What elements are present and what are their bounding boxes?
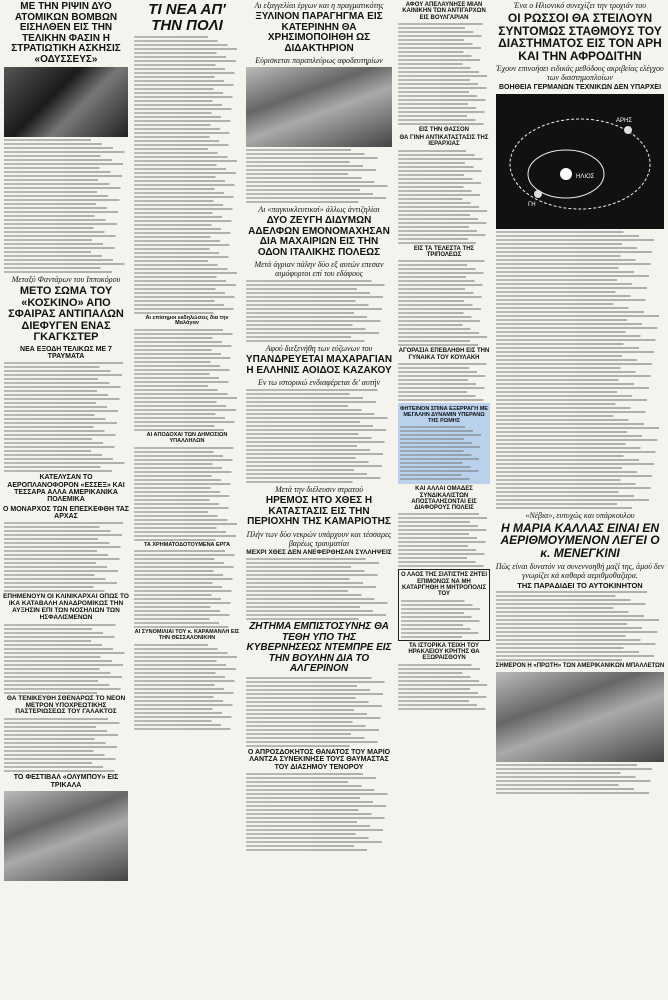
headline-monarch: Ο ΜΟΝΑΡΧΟΣ ΤΩΝ ΕΠΕΣΚΕΦΘΗ ΤΑΣ ΑΡΧΑΣ xyxy=(3,505,129,521)
headline-thasos: ΕΙΣ ΤΗΝ ΘΑΣΣΟΝ xyxy=(419,126,469,133)
headline-siatista: Ο ΛΑΟΣ ΤΗΣ ΣΙΑΤΙΣΤΗΣ ΖΗΤΕΙ ΕΠΙΜΟΝΩΣ ΝΑ ΜΗ ΚΑΤΑΡΓΗΘΗ Η ΜΗΤΡΟΠΟΛΙΣ ΤΟΥ xyxy=(400,572,488,598)
orbit-svg xyxy=(496,94,664,229)
article-text xyxy=(399,600,489,638)
article-text xyxy=(2,718,130,772)
headline-ballet: ΣΗΜΕΡΟΝ Η «ΠΡΩΤΗ» ΤΩΝ ΑΜΕΡΙΚΑΝΙΚΩΝ ΜΠΑΛΛΕΤΩΝ xyxy=(495,663,665,670)
headline-atomic-bombs: ΜΕ ΤΗΝ ΡΙΨΙΝ ΔΥΟ ΑΤΟΜΙΚΩΝ ΒΟΜΒΩΝ ΕΙΣΗΛΘΕΝ ΕΙΣ ΤΗΝ ΤΕΛΙΚΗΝ ΦΑΣΙΝ Η ΣΤΡΑΤΙΩΤΙΚΗ ΑΣΚΗΣΙΣ «ΟΔΥΣΣΕΥΣ» xyxy=(11,1,121,65)
article-text xyxy=(132,36,242,314)
sun-icon xyxy=(560,168,572,180)
headline-koulakis: ΑΓΟΡΑΣΙΑ ΕΠΕΒΛΗΘΗ ΕΙΣ ΤΗΝ ΓΥΝΑΙΚΑ ΤΟΥ ΚΟΥΛΑΚΗ xyxy=(398,348,490,361)
subhead-space-stations: Έχουν επινοήσει ειδικάς μεθόδους ακριβείας ελέγχου των διαστημοπλοίων xyxy=(496,64,664,83)
orbit-diagram xyxy=(496,94,664,229)
headline-essex: ΚΑΤΕΛΥΣΑΝ ΤΟ ΑΕΡΟΠΛΑΝΟΦΟΡΟΝ «ΕΣΣΕΞ» ΚΑΙ ΤΕΣΣΑΡΑ ΑΛΛΑ ΑΜΕΡΙΚΑΝΙΚΑ ΠΟΛΕΜΙΚΑ xyxy=(7,474,125,504)
kicker-gangster: Μεταξύ Φαντάρων του Ιπποκόρου xyxy=(11,275,121,284)
headline-unionists: ΚΑΙ ΑΛΛΑΙ ΟΜΑΔΕΣ ΣΥΝΔΙΚΑΛΙΣΤΩΝ ΑΠΟΣΤΑΛΗΣΟΝΤΑΙ ΕΙΣ ΔΙΑΦΟΡΟΥΣ ΠΟΛΕΙΣ xyxy=(411,486,477,512)
photo-building xyxy=(246,67,392,147)
headline-malaga: Αι επίσημοι εκδηλώσεις δια την Μαλάγαν xyxy=(145,314,229,327)
kicker-kazakou: Αφού διεξενήθη των εύζωνων του xyxy=(265,344,373,353)
photo-ballet xyxy=(496,672,664,762)
article-text xyxy=(396,664,492,710)
mars-icon xyxy=(624,126,632,134)
headline-wounds: ΝΕΑ ΕΞΟΔΗ ΤΕΛΙΚΩΣ ΜΕ 7 ΤΡΑΥΜΑΤΑ xyxy=(20,345,112,361)
headline-lanza: Ο ΑΠΡΟΣΔΟΚΗΤΟΣ ΘΑΝΑΤΟΣ ΤΟΥ ΜΑΡΙΟ ΛΑΝΤΖΑ ΣΥΝΕΚΙΝΗΣΕ ΤΟΥΣ ΘΑΥΜΑΣΤΑΣ ΤΟΥ ΔΙΑΣΗΜΟΥ ΤΕΝΟΡΟΥ xyxy=(247,748,391,771)
subhead-katerini: Εύρισκεται παραπλεύρως αφοδευτηρίων xyxy=(255,56,383,65)
headline-salaries: ΑΙ ΑΠΟΔΟΧΑΙ ΤΩΝ ΔΗΜΟΣΙΩΝ ΥΠΑΛΛΗΛΩΝ xyxy=(146,432,228,444)
article-text xyxy=(494,231,666,509)
headline-kazakou: ΥΠΑΝΔΡΕΥΕΤΑΙ ΜΑΧΑΡΑΓΙΑΝ Η ΕΛΛΗΝΙΣ ΑΟΙΔΟΣ ΚΑΖΑΚΟΥ xyxy=(245,354,393,376)
article-text xyxy=(396,23,492,125)
headline-news-from-city: ΤΙ ΝΕΑ ΑΠ' ΤΗΝ ΠΟΛΙ xyxy=(148,1,226,34)
article-text xyxy=(132,329,242,431)
article-text xyxy=(244,558,394,620)
article-text xyxy=(494,591,666,661)
article-text xyxy=(132,550,242,628)
boxed-article-siatista xyxy=(398,569,490,640)
headline-german-help: ΒΟΗΘΕΙΑ ΓΕΡΜΑΝΩΝ ΤΕΧΝΙΚΩΝ ΔΕΝ ΥΠΑΡΧΕΙ xyxy=(498,84,662,92)
photo-dancers xyxy=(4,791,128,881)
article-text xyxy=(244,677,394,747)
article-text xyxy=(396,513,492,567)
headline-bulgaria: ΑΦΟΥ ΑΠΕΛΑΥΝΗΣΕ ΜΙΑΝ ΚΑΙΝΙΚΗΝ ΤΩΝ ΑΝΤΙΓΑΡΧΩΝ ΕΙΣ ΒΟΥΛΓΑΡΙΑΝ xyxy=(402,2,486,21)
diagram-label-mars: ΑΡΗΣ xyxy=(616,117,633,124)
headline-heraklion: ΤΑ ΙΣΤΟΡΙΚΑ ΤΕΙΧΗ ΤΟΥ ΗΡΑΚΛΕΙΟΥ ΚΡΗΤΗΣ ΘΑ ΕΞΩΡΑΙΣΘΟΥΝ xyxy=(408,642,480,662)
photo-soldiers xyxy=(4,67,128,137)
kicker-army: Μετά την διέλευσιν στρατού xyxy=(275,485,363,494)
subhead-callas: Πώς είναι δυνατόν να συνεννοηθή μαζί της, άμού δεν γνωρίζει κά καθαρά αεριθμοθαζαρα. xyxy=(495,561,665,580)
headline-funded-works: ΤΑ ΧΡΗΜΑΤΟΔΟΤΟΥΜΕΝΑ ΕΡΓΑ xyxy=(143,541,231,548)
kicker-sputnik: Ένα ο Ηλιονικό συνεχίζει την τροχιάν του xyxy=(514,1,646,10)
diagram-label-sun: ΗΛΙΟΣ xyxy=(576,173,595,180)
headline-katerini: ΞΥΛΙΝΟΝ ΠΑΡΑΓΗΓΜΑ ΕΙΣ ΚΑΤΕΡΙΝΗΝ ΘΑ ΧΡΗΣΙΜΟΠΟΙΗΘΗ ΩΣ ΔΙΔΑΚΤΗΡΙΟΝ xyxy=(255,11,383,54)
article-text xyxy=(396,363,492,401)
diagram-label-earth: ΓΗ xyxy=(528,201,536,208)
headline-clinics: ΕΠΗΜΕΝΟΥΝ ΟΙ ΚΛΙΝΙΚΑΡΧΑΙ ΟΠΩΣ ΤΟ ΙΚΑ ΚΑΤΑΒΑΛΗ ΑΝΑΔΡΟΜΙΚΩΣ ΤΗΝ ΑΥΞΗΣΙΝ ΕΠΙ ΤΩΝ ΝΟΣΗΛΙΩΝ ΤΩΝ ΗΣΦΑΛΙΣΜΕΝΩΝ xyxy=(3,593,129,621)
article-text xyxy=(2,139,130,273)
headline-hierarchy: ΘΑ ΓΙΝΗ ΑΝΤΙΚΑΤΑΣΤΑΣΙΣ ΤΗΣ ΙΕΡΑΡΧΙΑΣ xyxy=(399,135,489,148)
headline-rome-explosion: ΦΗΤΕΙΝΟΝ ΣΠΙΝΑ ΕΞΕΡΡΑΓΗ ΜΕ ΜΕΓΑΛΗΝ ΔΥΝΑΜΙΝ ΥΠΕΡΑΝΩ ΤΗΣ ΡΩΜΗΣ xyxy=(400,405,488,424)
article-text xyxy=(396,150,492,244)
headline-twins: ΔΥΟ ΖΕΥΓΗ ΔΙΔΥΜΩΝ ΑΔΕΛΦΩΝ ΕΜΟΝΟΜΑΧΗΣΑΝ ΔΙΑ ΜΑΧΑΙΡΙΩΝ ΕΙΣ ΤΗΝ ΟΔΟΝ ΙΤΑΛΙΚΗΣ ΠΟΛΕΩΣ xyxy=(248,215,390,258)
headline-gangster: ΜΕΤΟ ΣΩΜΑ ΤΟΥ «ΚΟΣΚΙΝΟ» ΑΠΟ ΣΦΑΙΡΑΣ ΑΝΤΙΠΑΛΩΝ ΔΙΕΦΥΓΕΝ ΕΝΑΣ ΓΚΑΓΚΣΤΕΡ xyxy=(8,285,124,344)
headline-tripoli: ΕΙΣ ΤΑ ΤΕΛΕΣΤΑ ΤΗΣ ΤΡΙΠΟΛΕΩΣ xyxy=(413,245,475,259)
article-text xyxy=(396,260,492,346)
kicker-twins: Αι «παγκυκλευτικαί» άλλως άντιζηλίαι xyxy=(258,205,380,214)
article-text xyxy=(398,426,490,480)
headline-space-stations: ΟΙ ΡΩΣΣΟΙ ΘΑ ΣΤΕΙΛΟΥΝ ΣΥΝΤΟΜΩΣ ΣΤΑΘΜΟΥΣ ΤΟΥ ΔΙΑΣΤΗΜΑΤΟΣ ΕΙΣ ΤΟΝ ΑΡΗ ΚΑΙ ΤΗΝ ΑΦΡΟΔΙΤΗΝ xyxy=(498,11,662,63)
column-2 xyxy=(132,0,242,1000)
headline-karamanlis: ΑΙ ΣΥΝΟΜΙΛΙΑΙ ΤΟΥ κ. ΚΑΡΑΜΑΝΛΗ ΕΙΣ ΤΗΝ ΘΕΣΣΑΛΟΝΙΚΗΝ xyxy=(134,629,240,642)
headline-kamariotis: ΗΡΕΜΟΣ ΗΤΟ ΧΘΕΣ Η ΚΑΤΑΣΤΑΣΙΣ ΕΙΣ ΤΗΝ ΠΕΡΙΟΧΗΝ ΤΗΣ ΚΑΜΑΡΙΟΤΗΣ xyxy=(247,495,391,527)
article-text xyxy=(244,389,394,483)
subhead-kazakou: Εν τω ιστορικώ ενδιαφέρεται δι' αυτήν xyxy=(257,378,381,387)
article-text xyxy=(244,149,394,203)
article-text xyxy=(2,362,130,472)
headline-car: ΤΗΣ ΠΑΡΑΔΙΔΕΙ ΤΟ ΑΥΤΟΚΙΝΗΤΟΝ xyxy=(517,580,643,590)
headline-callas: Η ΜΑΡΙΑ ΚΑΛΛΑΣ ΕΙΝΑΙ ΕΝ ΑΕΡΙΘΜΟΥΜΕΝΟΝ ΛΕΓΕΙ Ο κ. ΜΕΝΕΓΚΙΝΙ xyxy=(500,520,660,560)
headline-arrests: ΜΕΧΡΙ ΧΘΕΣ ΔΕΝ ΑΝΕΦΕΡΘΗΣΑΝ ΣΥΛΛΗΨΕΙΣ xyxy=(246,548,392,556)
highlighted-article xyxy=(398,403,490,484)
article-text xyxy=(244,280,394,342)
earth-icon xyxy=(534,190,542,198)
article-text xyxy=(244,773,394,851)
subhead-twins: Μετά άγριαν πάλην δύο εξ αυτών επεσαν αιμόφυρτοι επί του εδάφους xyxy=(254,260,384,278)
headline-olympus: ΤΟ ΦΕΣΤΙΒΑΛ «ΟΛΥΜΠΟΥ» ΕΙΣ ΤΡΙΚΑΛΑ xyxy=(13,774,119,789)
article-text xyxy=(132,644,242,730)
column-3 xyxy=(244,0,394,1000)
kicker-callas: «Νέβια», ευτυχώς και υπάρκουλου xyxy=(525,510,635,520)
kicker-works: Αι εξαγγελίαι έργων και η πραγματικότης xyxy=(254,1,384,10)
headline-milk: ΘΑ ΤΕΝΙΚΕΥΘΗ ΣΘΕΝΑΡΩΣ ΤΟ ΝΕΟΝ ΜΕΤΡΟΝ ΥΠΟΧΡΕΩΤΙΚΗΣ ΠΑΣΤΕΡΙΩΣΕΩΣ ΤΟΥ ΓΑΛΑΚΤΟΣ xyxy=(6,694,126,716)
article-text xyxy=(2,624,130,694)
column-1 xyxy=(2,0,130,1000)
article-text xyxy=(2,522,130,592)
headline-debre: ΖΗΤΗΜΑ ΕΜΠΙΣΤΟΣΥΝΗΣ ΘΑ ΤΕΘΗ ΥΠΟ ΤΗΣ ΚΥΒΕΡΝΗΣΕΩΣ ΝΤΕΜΠΡΕ ΕΙΣ ΤΗΝ ΒΟΥΛΗΝ ΔΙΑ ΤΟ ΑΛΓΕΡΙΝΟΝ xyxy=(246,621,392,675)
article-text xyxy=(494,764,666,794)
column-5 xyxy=(494,0,666,1000)
column-4 xyxy=(396,0,492,1000)
subhead-kamariotis: Πλήν των δύο νεκρών υπάρχουν και τέσσαρες βαρέως τραυματίαι xyxy=(246,529,392,548)
article-text xyxy=(132,447,242,541)
